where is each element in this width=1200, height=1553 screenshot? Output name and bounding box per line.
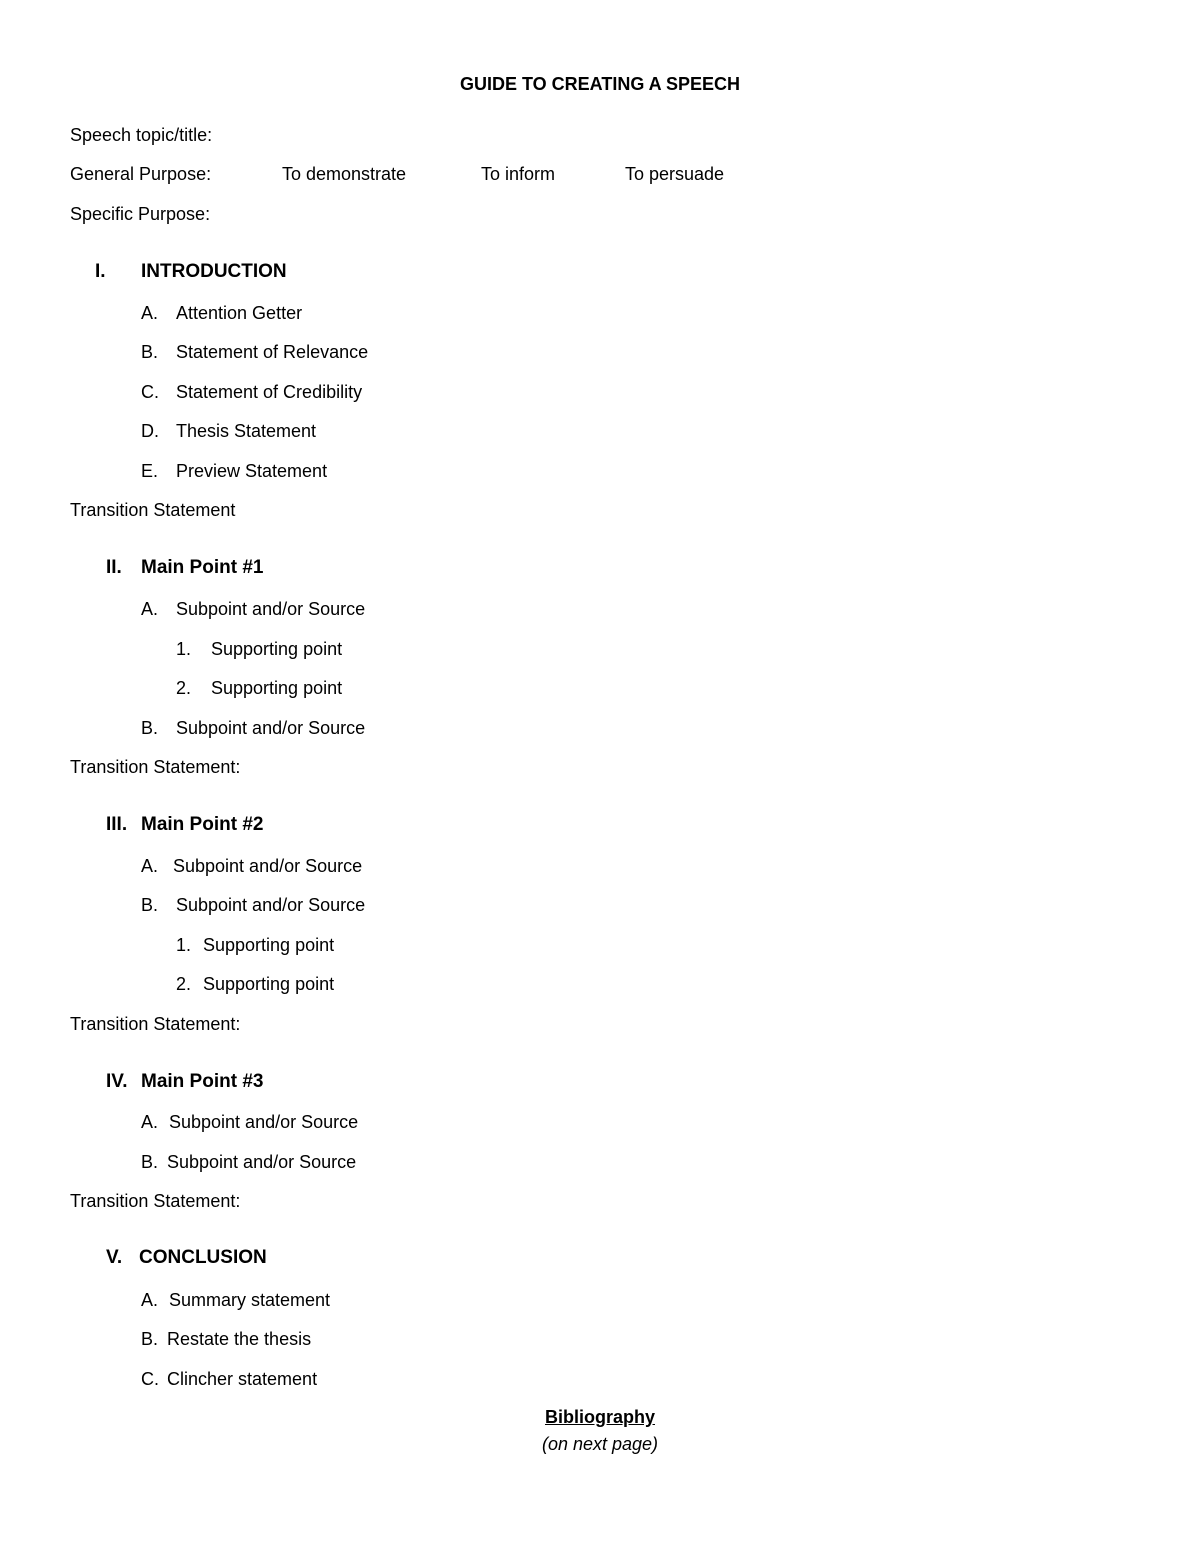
section-numeral: IV. [106, 1071, 128, 1092]
item-text: Subpoint and/or Source [173, 856, 363, 876]
purpose-option-persuade: To persuade [625, 164, 725, 184]
specific-purpose-label: Specific Purpose: [70, 204, 211, 224]
item-text: Subpoint and/or Source [176, 895, 366, 915]
item-letter: B. [141, 342, 159, 362]
transition-statement: Transition Statement: [70, 757, 241, 777]
item-letter: A. [141, 303, 159, 323]
item-letter: C. [141, 1369, 159, 1389]
item-text: Subpoint and/or Source [176, 718, 366, 738]
section-title: INTRODUCTION [141, 261, 287, 282]
item-number: 2. [176, 974, 192, 994]
item-letter: B. [141, 1329, 159, 1349]
section-numeral: II. [106, 557, 122, 578]
bibliography-heading: Bibliography [544, 1407, 655, 1427]
transition-statement: Transition Statement [70, 500, 236, 520]
general-purpose-label: General Purpose: [70, 164, 212, 184]
section-title: Main Point #2 [141, 814, 264, 835]
item-text: Statement of Relevance [176, 342, 369, 362]
topic-label: Speech topic/title: [70, 125, 213, 145]
item-letter: C. [141, 382, 159, 402]
item-text: Preview Statement [176, 461, 328, 481]
item-letter: A. [141, 856, 159, 876]
item-letter: D. [141, 421, 159, 441]
section-title: Main Point #3 [141, 1071, 264, 1092]
item-number: 1. [176, 935, 192, 955]
item-letter: A. [141, 1290, 159, 1310]
item-text: Supporting point [211, 678, 343, 698]
item-text: Supporting point [203, 935, 335, 955]
section-title: Main Point #1 [141, 557, 264, 578]
item-text: Clincher statement [167, 1369, 318, 1389]
item-text: Subpoint and/or Source [167, 1152, 357, 1172]
item-number: 1. [176, 639, 192, 659]
item-text: Supporting point [203, 974, 335, 994]
item-letter: B. [141, 1152, 159, 1172]
item-text: Subpoint and/or Source [176, 599, 366, 619]
bibliography-note: (on next page) [541, 1434, 659, 1454]
section-numeral: V. [106, 1247, 123, 1268]
section-title: CONCLUSION [139, 1247, 267, 1268]
item-text: Statement of Credibility [176, 382, 363, 402]
item-text: Summary statement [169, 1290, 331, 1310]
item-letter: B. [141, 895, 159, 915]
item-text: Subpoint and/or Source [169, 1112, 359, 1132]
item-number: 2. [176, 678, 192, 698]
section-numeral: III. [106, 814, 128, 835]
item-letter: A. [141, 1112, 159, 1132]
item-text: Supporting point [211, 639, 343, 659]
item-letter: E. [141, 461, 159, 481]
transition-statement: Transition Statement: [70, 1014, 241, 1034]
transition-statement: Transition Statement: [70, 1191, 241, 1211]
item-text: Thesis Statement [176, 421, 317, 441]
purpose-option-demonstrate: To demonstrate [282, 164, 407, 184]
section-numeral: I. [95, 261, 106, 282]
item-text: Restate the thesis [167, 1329, 312, 1349]
document-title: GUIDE TO CREATING A SPEECH [459, 74, 741, 94]
item-letter: A. [141, 599, 159, 619]
item-text: Attention Getter [176, 303, 303, 323]
item-letter: B. [141, 718, 159, 738]
purpose-option-inform: To inform [481, 164, 556, 184]
